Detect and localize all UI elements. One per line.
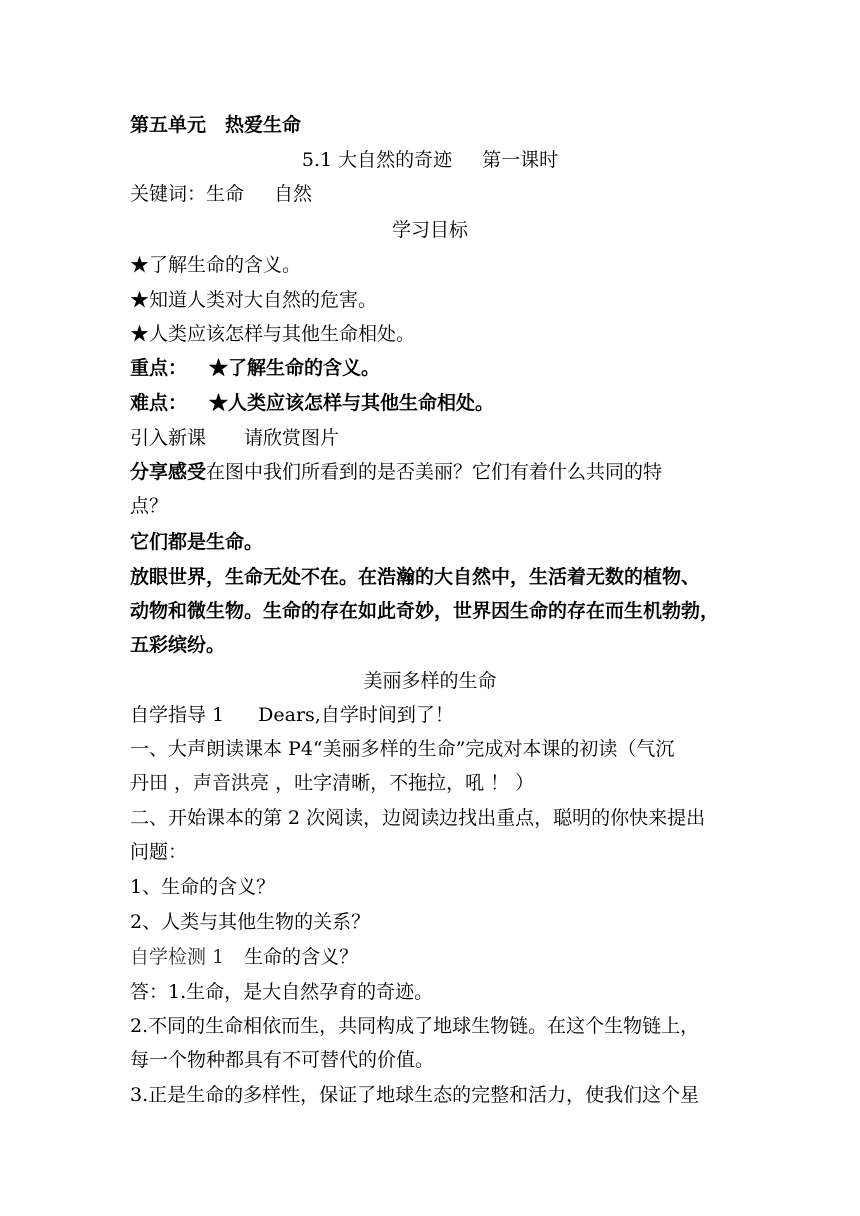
answer-life: 它们都是生命。 — [130, 531, 264, 553]
lesson-period: 第一课时 — [482, 149, 559, 171]
answer-line-2: 2.不同的生命相依而生，共同构成了地球生物链。在这个生物链上， — [130, 1015, 700, 1037]
instruction-line-2: 丹田 ，声音洪亮 ，吐字清晰，不拖拉，吼 ！ ） — [130, 772, 535, 794]
lesson-title: 5.1 大自然的奇迹 — [301, 149, 453, 171]
keywords-second: 自然 — [274, 183, 313, 205]
self-check-label: 自学检测 1 — [130, 946, 225, 968]
world-paragraph-line-1: 放眼世界，生命无处不在。在浩瀚的大自然中，生活着无数的植物、 — [130, 566, 701, 588]
self-study-label: 自学指导 1 — [130, 704, 225, 726]
keywords-line — [130, 182, 730, 206]
share-text-line-2: 点？ — [130, 495, 169, 517]
share-text-line-1: 在图中我们所看到的是否美丽？它们有着什么共同的特 — [206, 461, 663, 483]
self-study-line — [130, 703, 730, 727]
self-check-text: 生命的含义？ — [244, 946, 359, 968]
world-paragraph-line-3: 五彩缤纷。 — [130, 634, 226, 656]
key-point-label: 重点： — [130, 357, 188, 379]
difficulty-label: 难点： — [130, 392, 188, 414]
question-item-2: 2、人类与其他生物的关系？ — [130, 911, 371, 933]
intro-label: 引入新课 — [130, 427, 207, 449]
instruction-line-4: 问题： — [130, 841, 188, 863]
self-study-text: Dears,自学时间到了！ — [258, 704, 454, 726]
key-point-text: ★了解生命的含义。 — [209, 357, 381, 379]
difficulty-text: ★人类应该怎样与其他生命相处。 — [209, 392, 495, 414]
question-item-1: 1、生命的含义？ — [130, 876, 276, 898]
keywords-label: 关键词：生命 — [130, 183, 245, 205]
share-label: 分享感受 — [130, 461, 207, 483]
intro-line — [130, 426, 730, 450]
objectives-heading: 学习目标 — [391, 219, 468, 241]
answer-line-3: 每一个物种都具有不可替代的价值。 — [130, 1049, 435, 1071]
answer-line-4: 3.正是生命的多样性，保证了地球生态的完整和活力，使我们这个星 — [130, 1084, 700, 1106]
lesson-title-line — [130, 148, 730, 172]
answer-line-1: 答：1.生命，是大自然孕育的奇迹。 — [130, 981, 434, 1003]
unit-title: 第五单元 热爱生命 — [130, 114, 302, 136]
share-line-1 — [130, 460, 730, 484]
key-point-line — [130, 356, 730, 380]
instruction-line-1: 一、大声朗读课本 P4“美丽多样的生命”完成对本课的初读（气沉 — [130, 738, 675, 760]
instruction-line-3: 二、开始课本的第 2 次阅读，边阅读边找出重点，聪明的你快来提出 — [130, 807, 706, 829]
difficulty-line — [130, 391, 730, 415]
section-heading: 美丽多样的生命 — [363, 670, 497, 692]
self-check-line — [130, 945, 730, 969]
objective-item-3: ★人类应该怎样与其他生命相处。 — [130, 323, 416, 345]
intro-text: 请欣赏图片 — [244, 427, 340, 449]
objective-item-1: ★了解生命的含义。 — [130, 254, 302, 276]
objective-item-2: ★知道人类对大自然的危害。 — [130, 289, 378, 311]
world-paragraph-line-2: 动物和微生物。生命的存在如此奇妙，世界因生命的存在而生机勃勃， — [130, 600, 720, 622]
